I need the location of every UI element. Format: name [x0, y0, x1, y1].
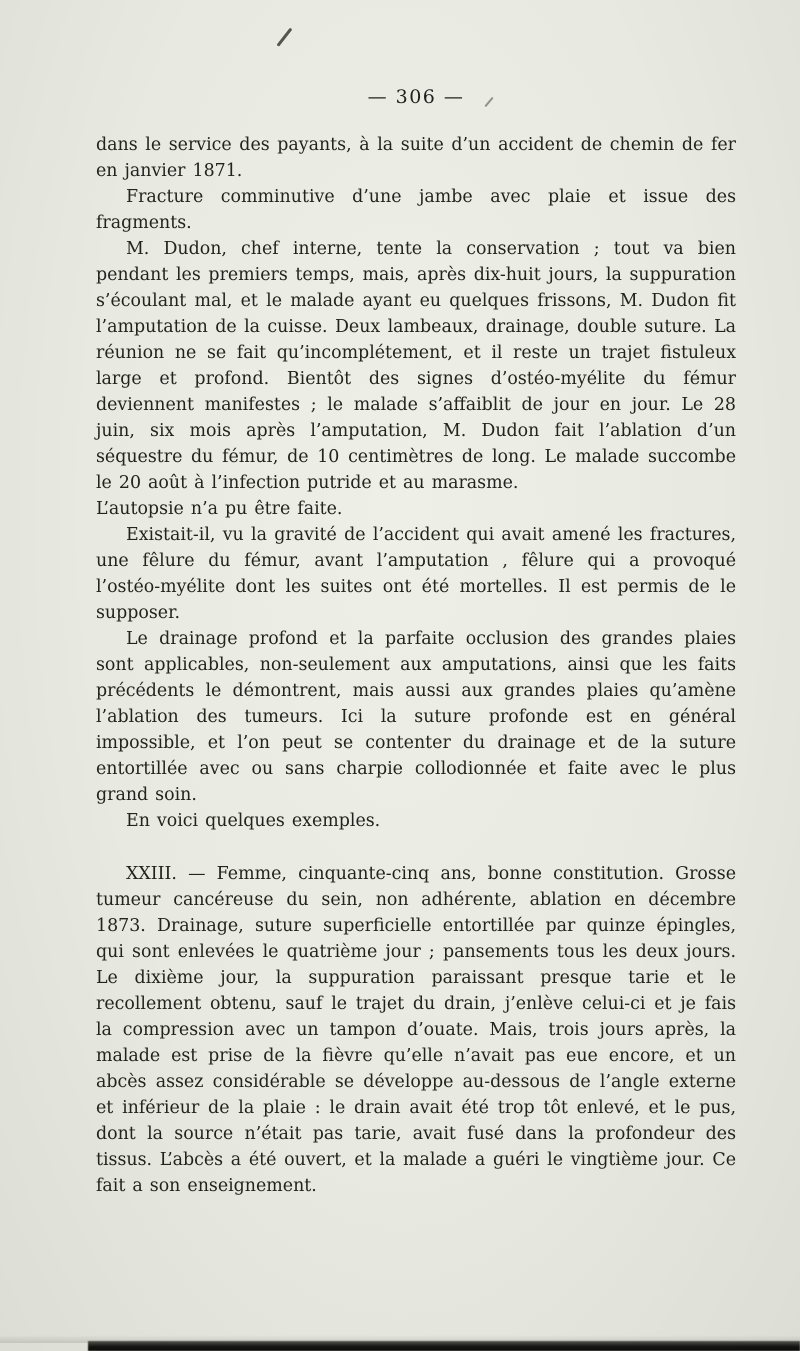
- paragraph: En voici quelques exemples.: [126, 811, 381, 831]
- text-block: [96, 132, 736, 1199]
- paragraph-continuation: dans le service des payants, à la suite d’un accident de chemin de fer en janvier 1871.: [96, 135, 736, 181]
- paragraph: Le drainage profond et la parfaite occlusion des grandes plaies sont applicables, non-seulement aux amputations, ainsi que les faits précédents le démontrent, mais aussi aux grandes plaies qu’amène l’ablation des tumeurs. Ici la suture profonde est en général impossible, et l’on peut se contenter du drainage et de la suture entortillée avec ou sans charpie collodionnée et faite avec le plus grand soin.: [96, 629, 736, 805]
- paragraph: Fracture comminutive d’une jambe avec plaie et issue des fragments.: [96, 187, 736, 233]
- page-number: — 306 —: [367, 86, 465, 108]
- paragraph: L’autopsie n’a pu être faite.: [96, 499, 343, 519]
- scan-edge-bottom: [88, 1341, 800, 1351]
- book-page: [96, 86, 736, 1199]
- paragraph-case-xxiii: XXIII. — Femme, cinquante-cinq ans, bonne constitution. Grosse tumeur cancéreuse du sein, non adhérente, ablation en décembre 1873. Drainage, suture superficielle entortillée par quinze épingles, qui sont enlevées le quatrième jour ; pansements tous les deux jours. Le dixième jour, la suppuration paraissant presque tarie et le recollement obtenu, sauf le trajet du drain, j’enlève celui-ci et je fais la compression avec un tampon d’ouate. Mais, trois jours après, la malade est prise de la fièvre qu’elle n’avait pas eue encore, et un abcès assez considérable se développe au-dessous de l’angle externe et inférieur de la plaie : le drain avait été trop tôt enlevé, et le pus, dont la source n’était pas tarie, avait fusé dans la profondeur des tissus. L’abcès a été ouvert, et la malade a guéri le vingtième jour. Ce fait a son enseignement.: [96, 864, 736, 1196]
- scan-artifact-mark: [276, 28, 292, 47]
- paragraph: Existait-il, vu la gravité de l’accident qui avait amené les fractures, une fêlure du fémur, avant l’amputation , fêlure qui a provoqué l’ostéo-myélite dont les suites ont été mortelles. Il est permis de le supposer.: [96, 525, 736, 623]
- paragraph: M. Dudon, chef interne, tente la conservation ; tout va bien pendant les premiers temps, mais, après dix-huit jours, la suppuration s’écoulant mal, et le malade ayant eu quelques frissons, M. Dudon fit l’amputation de la cuisse. Deux lambeaux, drainage, double suture. La réunion ne se fait qu’incomplétement, et il reste un trajet fistuleux large et profond. Bientôt des signes d’ostéo-myélite du fémur deviennent manifestes ; le malade s’affaiblit de jour en jour. Le 28 juin, six mois après l’amputation, M. Dudon fait l’ablation d’un séquestre du fémur, de 10 centimètres de long. Le malade succombe le 20 août à l’infection putride et au marasme.: [96, 239, 736, 493]
